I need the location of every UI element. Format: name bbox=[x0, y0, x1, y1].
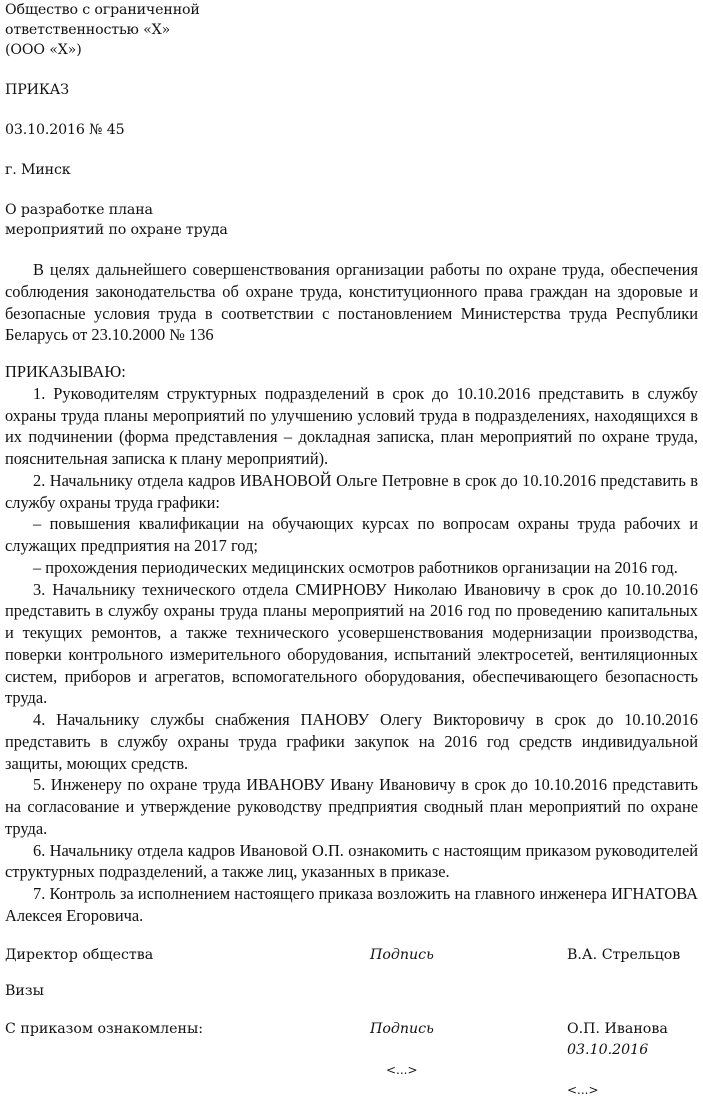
org-name-line1: Общество с ограниченной bbox=[5, 2, 200, 18]
order-subitem: – прохождения периодических медицинских осмотров работников организации на 2016 год. bbox=[33, 557, 678, 577]
order-item: 1. Руководителям структурных подразделений в срок до 10.10.2016 представить в службу охраны труда планы мероприятий по улучшению условий труда в подразделениях, находящихся в их подчинении (форма представления – докладная записка, план мероприятий по охране труда, пояснительная записка к плану мероприятий). bbox=[5, 383, 698, 468]
ellipsis-middle: <...> bbox=[386, 1063, 418, 1077]
subject-line1: О разработке плана bbox=[5, 202, 153, 218]
order-item: 4. Начальнику службы снабжения ПАНОВУ Олегу Викторовичу в срок до 10.10.2016 представить в службу охраны труда графики закупок на 2016 год средств индивидуальной защиты, моющих средств. bbox=[5, 710, 698, 773]
org-name-line2: ответственностью «Х» bbox=[5, 22, 171, 38]
preamble-text: В целях дальнейшего совершенствования организации работы по охране труда, обеспечения соблюдения законодательства об охране труда, конституционного права граждан на здоровые и безопасные условия труда в соответствии с постановлением Министерства труда Республики Беларусь от 23.10.2000 № 136 bbox=[5, 260, 698, 345]
acquainted-name: О.П. Иванова bbox=[567, 1021, 668, 1037]
doc-place: г. Минск bbox=[5, 162, 71, 178]
order-item: 3. Начальнику технического отдела СМИРНОВУ Николаю Ивановичу в срок до 10.10.2016 представить в службу охраны труда планы мероприятий на 2016 год по проведению капитальных и текущих ремонтов, а также технического усовершенствования модернизации производства, поверки контрольного измерительного оборудования, испытаний электросетей, вентиляционных систем, приборов и агрегатов, вспомогательного оборудования, обеспечивающего безопасность труда. bbox=[5, 579, 698, 708]
visas-label: Визы bbox=[5, 983, 44, 999]
org-short-name: (ООО «Х») bbox=[5, 42, 82, 58]
director-signature: Подпись bbox=[370, 947, 434, 963]
preamble bbox=[5, 259, 698, 346]
doc-type: ПРИКАЗ bbox=[5, 82, 69, 98]
subject-line2: мероприятий по охране труда bbox=[5, 222, 228, 238]
acquainted-signature: Подпись bbox=[370, 1021, 434, 1037]
director-title: Директор общества bbox=[5, 947, 154, 963]
acquainted-date: 03.10.2016 bbox=[567, 1042, 649, 1058]
acquainted-label: С приказом ознакомлены: bbox=[5, 1021, 204, 1037]
order-item: 5. Инженеру по охране труда ИВАНОВУ Ивану Ивановичу в срок до 10.10.2016 представить на согласование и утверждение руководству предприятия сводный план мероприятий по охране труда. bbox=[5, 775, 698, 838]
ellipsis-right: <...> bbox=[567, 1083, 599, 1097]
order-item: 7. Контроль за исполнением настоящего приказа возложить на главного инженера ИГНАТОВА Алексея Егоровича. bbox=[5, 884, 698, 925]
order-body bbox=[5, 361, 698, 927]
order-item: 6. Начальнику отдела кадров Ивановой О.П. ознакомить с настоящим приказом руководителей структурных подразделений, а также лиц, указанных в приказе. bbox=[5, 840, 698, 882]
director-name: В.А. Стрельцов bbox=[567, 947, 681, 963]
order-subitem: – повышения квалификации на обучающих курсах по вопросам охраны труда рабочих и служащих предприятия на 2017 год; bbox=[5, 514, 698, 555]
order-word: ПРИКАЗЫВАЮ: bbox=[5, 362, 126, 381]
order-item: 2. Начальнику отдела кадров ИВАНОВОЙ Ольге Петровне в срок до 10.10.2016 представить в службу охраны труда графики: bbox=[5, 470, 698, 512]
doc-date-number: 03.10.2016 № 45 bbox=[5, 122, 125, 138]
